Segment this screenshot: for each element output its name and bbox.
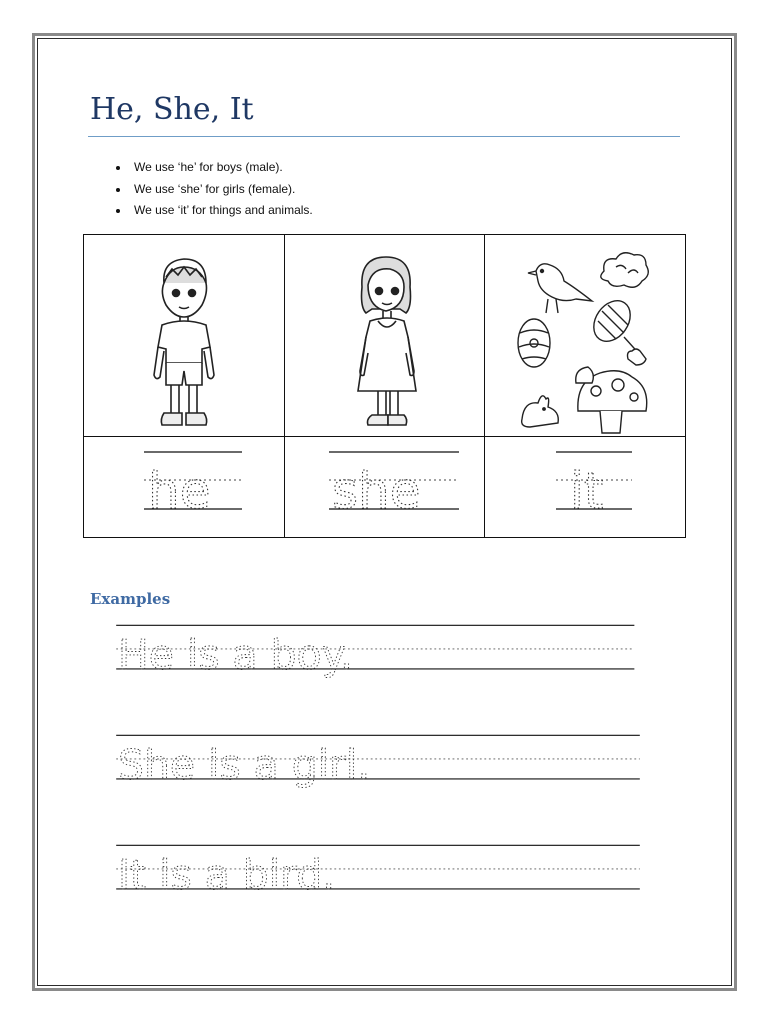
things-and-animals-icon <box>516 251 652 437</box>
title-underline <box>88 136 680 137</box>
rule-it: • We use ‘it’ for things and animals. <box>130 200 313 222</box>
example-row <box>88 728 668 788</box>
example-sentence: He is a boy. <box>118 630 353 678</box>
picture-table <box>83 234 686 538</box>
word-she: she <box>332 462 421 520</box>
traced-words <box>84 436 687 539</box>
rule-he: • We use ‘he’ for boys (male). <box>130 157 313 179</box>
example-sentence: She is a girl. <box>118 740 371 788</box>
example-row <box>88 838 668 898</box>
boy-icon <box>144 253 224 435</box>
page-title: He, She, It <box>90 92 254 127</box>
examples-heading: Examples <box>90 590 171 608</box>
word-he: he <box>148 462 211 520</box>
rules-list <box>110 157 313 222</box>
word-it: it <box>570 462 604 520</box>
example-sentence: It is a bird. <box>118 850 336 898</box>
rule-she: • We use ‘she’ for girls (female). <box>130 179 313 201</box>
example-row <box>88 618 668 678</box>
girl-icon <box>346 253 426 435</box>
